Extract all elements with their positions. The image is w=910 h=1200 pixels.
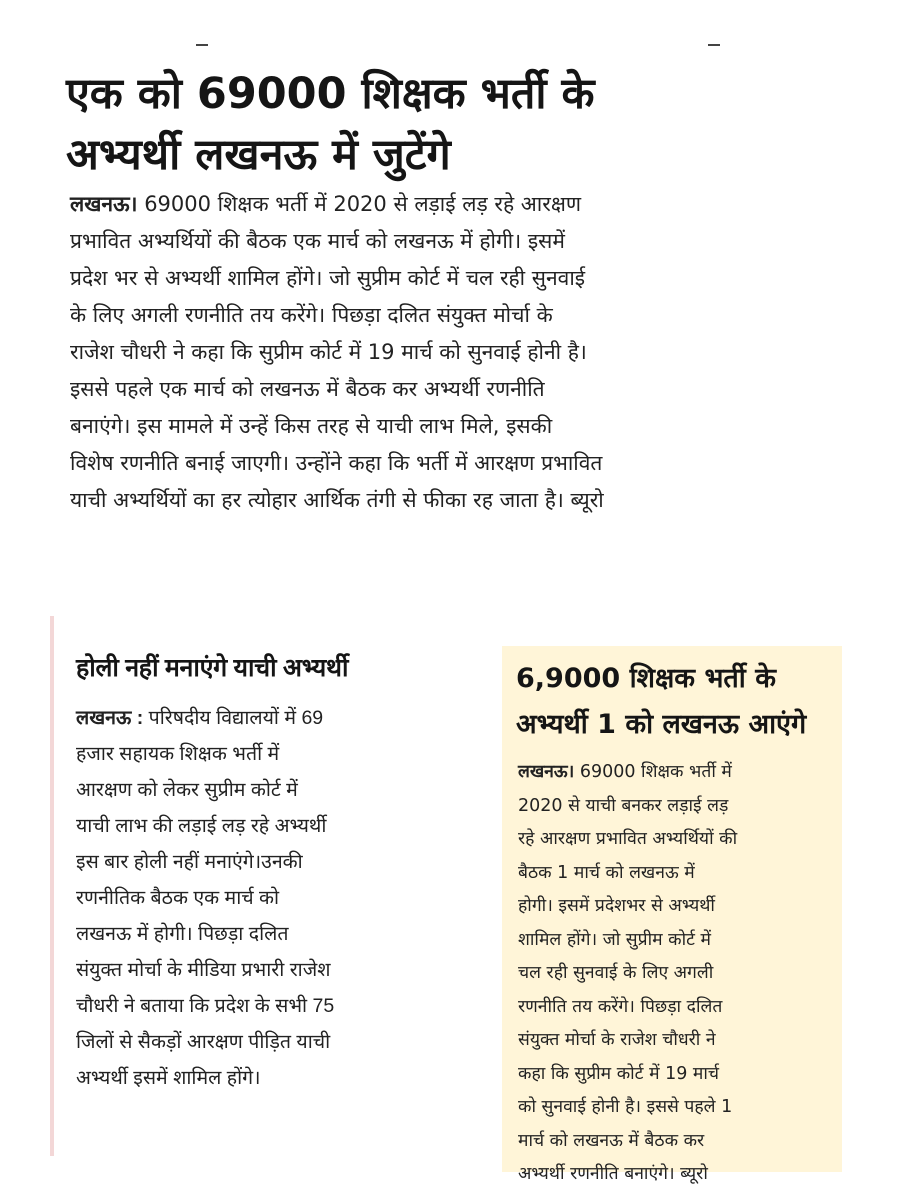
body-line: बनाएंगे। इस मामले में उन्हें किस तरह से याची लाभ मिले, इसकी — [70, 414, 553, 438]
left-clip-body — [76, 700, 334, 1096]
print-mark — [708, 44, 720, 46]
body-line: लखनऊ में होगी। पिछड़ा दलित — [76, 923, 289, 945]
body-line: राजेश चौधरी ने कहा कि सुप्रीम कोर्ट में 19 मार्च को सुनवाई होनी है। — [70, 340, 587, 364]
body-line: चल रही सुनवाई के लिए अगली — [518, 963, 714, 983]
right-news-clip — [502, 646, 842, 1184]
body-line: शामिल होंगे। जो सुप्रीम कोर्ट में — [518, 929, 711, 950]
body-line: इससे पहले एक मार्च को लखनऊ में बैठक कर अभ्यर्थी रणनीति — [70, 377, 545, 401]
body-line: विशेष रणनीति बनाई जाएगी। उन्होंने कहा कि भर्ती में आरक्षण प्रभावित — [70, 451, 603, 475]
right-clip-headline — [516, 656, 806, 748]
body-line: इस बार होली नहीं मनाएंगे।उनकी — [76, 851, 303, 873]
left-news-clip — [50, 616, 450, 1156]
body-line: चौधरी ने बताया कि प्रदेश के सभी 75 — [76, 995, 335, 1017]
dateline: लखनऊ। — [70, 192, 138, 216]
dateline: लखनऊ : — [76, 707, 144, 729]
body-line: मार्च को लखनऊ में बैठक कर — [518, 1130, 705, 1151]
body-line: अभ्यर्थी इसमें शामिल होंगे। — [76, 1067, 261, 1089]
main-headline — [66, 64, 595, 186]
body-line: अभ्यर्थी रणनीति बनाएंगे। ब्यूरो — [518, 1164, 708, 1184]
main-article — [0, 0, 910, 590]
body-line: रहे आरक्षण प्रभावित अभ्यर्थियों की — [518, 829, 738, 849]
right-headline-line-1: 6,9000 शिक्षक भर्ती के — [516, 663, 776, 694]
print-mark — [196, 44, 208, 46]
body-line-text: परिषदीय विद्यालयों में 69 — [143, 707, 324, 729]
body-line: 2020 से याची बनकर लड़ाई लड़ — [518, 795, 729, 816]
right-clip-body — [518, 756, 737, 1192]
body-line: संयुक्त मोर्चा के राजेश चौधरी ने — [518, 1030, 716, 1050]
body-line: प्रदेश भर से अभ्यर्थी शामिल होंगे। जो सुप्रीम कोर्ट में चल रही सुनवाई — [70, 266, 586, 290]
main-headline-line-1: एक को 69000 शिक्षक भर्ती के — [66, 69, 595, 119]
body-line: संयुक्त मोर्चा के मीडिया प्रभारी राजेश — [76, 959, 331, 981]
body-line: कहा कि सुप्रीम कोर्ट में 19 मार्च — [518, 1063, 720, 1084]
right-headline-line-2: अभ्यर्थी 1 को लखनऊ आएंगे — [516, 709, 807, 740]
body-line: याची लाभ की लड़ाई लड़ रहे अभ्यर्थी — [76, 815, 327, 837]
body-line: आरक्षण को लेकर सुप्रीम कोर्ट में — [76, 779, 298, 801]
body-line: हजार सहायक शिक्षक भर्ती में — [76, 743, 280, 765]
body-line-text: 69000 शिक्षक भर्ती में — [574, 762, 732, 782]
body-line: याची अभ्यर्थियों का हर त्योहार आर्थिक तंगी से फीका रह जाता है। ब्यूरो — [70, 488, 604, 512]
body-line: प्रभावित अभ्यर्थियों की बैठक एक मार्च को लखनऊ में होगी। इसमें — [70, 229, 565, 253]
body-line: के लिए अगली रणनीति तय करेंगे। पिछड़ा दलित संयुक्त मोर्चा के — [70, 303, 553, 327]
body-line: होगी। इसमें प्रदेशभर से अभ्यर्थी — [518, 896, 715, 916]
body-line — [518, 756, 737, 790]
body-line — [70, 186, 604, 223]
body-line: रणनीति तय करेंगे। पिछड़ा दलित — [518, 996, 723, 1017]
main-article-body — [70, 186, 604, 519]
body-line: रणनीतिक बैठक एक मार्च को — [76, 887, 280, 909]
dateline: लखनऊ। — [518, 762, 575, 782]
main-headline-line-2: अभ्यर्थी लखनऊ में जुटेंगे — [66, 130, 451, 180]
body-line: बैठक 1 मार्च को लखनऊ में — [518, 862, 695, 883]
left-clip-headline: होली नहीं मनाएंगे याची अभ्यर्थी — [76, 654, 349, 682]
body-line-text: 69000 शिक्षक भर्ती में 2020 से लड़ाई लड़ रहे आरक्षण — [137, 192, 582, 216]
body-line: जिलों से सैकड़ों आरक्षण पीड़ित याची — [76, 1031, 331, 1053]
body-line: को सुनवाई होनी है। इससे पहले 1 — [518, 1097, 733, 1117]
body-line — [76, 700, 334, 736]
